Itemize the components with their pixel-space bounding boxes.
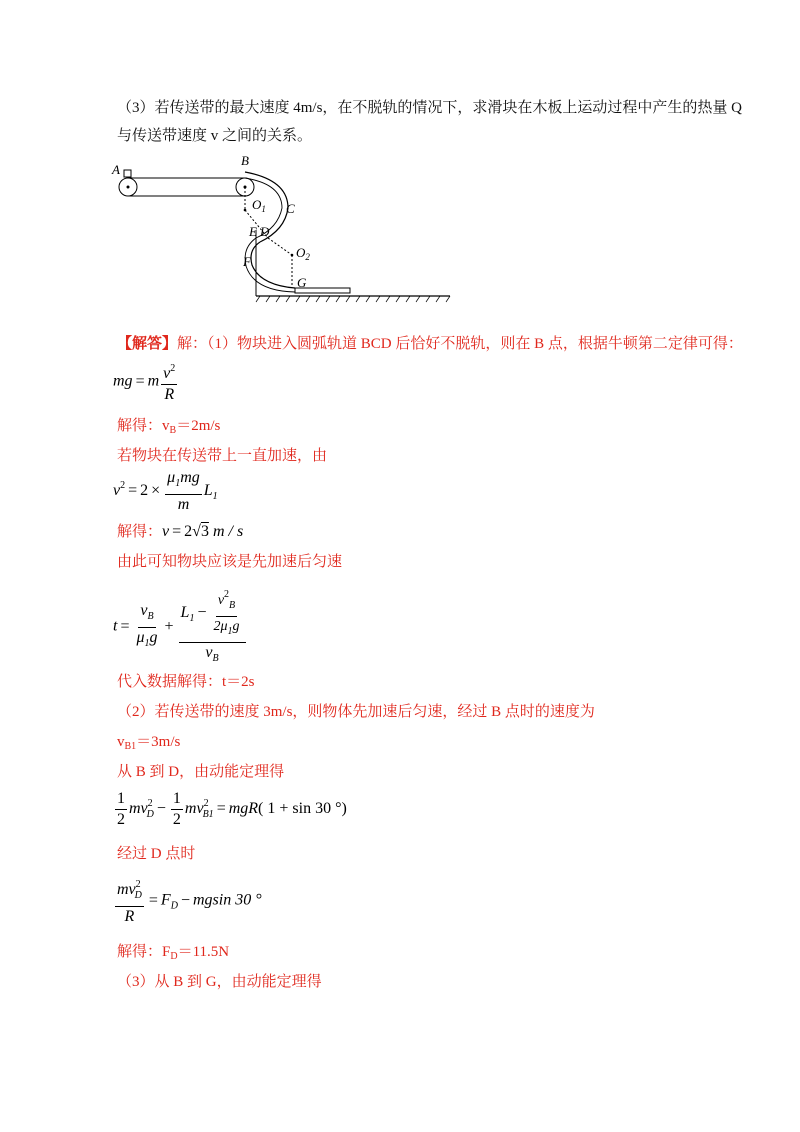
ground xyxy=(256,296,450,302)
vb1-value: $v_{B1}=3m/s$ xyxy=(117,734,181,752)
part3-intro: （3）从 B 到 G，由动能定理得 xyxy=(117,974,322,990)
equation-4: t = $\frac{v_B}{\mu_1g}$ + $L_1$ − $\frac{v^2_B}{2\mu_1g}$ $v_B$ xyxy=(113,586,248,668)
label-c: C xyxy=(286,201,295,216)
question3-line2: 与传送带速度 v 之间的关系。 xyxy=(117,128,313,144)
label-e: E xyxy=(249,224,257,239)
b-to-d-text: 从 B 到 D，由动能定理得 xyxy=(117,764,285,780)
part2-intro: （2）若传送带的速度 3m/s，则物体先加速后匀速，经过 B 点时的速度为 xyxy=(117,704,595,720)
label-b: B xyxy=(241,153,249,168)
solve-v: 解得：v = 2√3 m / s xyxy=(117,523,244,540)
label-g: G xyxy=(297,275,307,290)
solution-intro-text: 解：（1）物块进入圆弧轨道 BCD 后恰好不脱轨，则在 B 点，根据牛顿第二定律可得： xyxy=(177,336,743,352)
solution-header: 【解答】 xyxy=(117,336,178,352)
label-a: A xyxy=(112,162,120,177)
equation-6: $\frac{mv^2_D}{R}$ = $F_D - mgsin$ 30 ° xyxy=(113,876,262,926)
accel-text: 若物块在传送带上一直加速，由 xyxy=(117,448,328,464)
t-result: 代入数据解得：t＝2s xyxy=(117,674,255,690)
solve-vb: 解得：$v_B=2m/s$ xyxy=(117,418,221,436)
conveyor-track-figure xyxy=(110,150,460,310)
fd-result: 解得：$F_D=11.5N$ xyxy=(117,944,230,962)
equation-5: $\frac{1}{2}$ $mv^2_D$ − $\frac{1}{2}$ $mv^2_{B1} = mgR$( 1 + sin 30 °) xyxy=(117,790,347,828)
label-d: D xyxy=(260,224,270,239)
equation-2: $v^2 = 2$ × $\frac{\mu_1mg}{m}$ $L_1$ xyxy=(113,469,218,513)
label-o1: $O_1$ xyxy=(252,197,266,214)
label-o2: $O_2$ xyxy=(296,245,310,262)
conclusion-text: 由此可知物块应该是先加速后匀速 xyxy=(117,554,343,570)
slider-block xyxy=(124,170,131,177)
label-f: F xyxy=(243,254,251,269)
equation-1: mg = m $\frac{v^2}{R}$ xyxy=(113,360,179,404)
question3-line1: （3）若传送带的最大速度 4m/s，在不脱轨的情况下，求滑块在木板上运动过程中产生的热量 Q xyxy=(117,100,743,116)
conveyor-belt xyxy=(119,170,254,196)
arc-track-efg xyxy=(251,242,295,288)
solution-intro xyxy=(117,334,743,354)
at-d-text: 经过 D 点时 xyxy=(117,846,196,862)
